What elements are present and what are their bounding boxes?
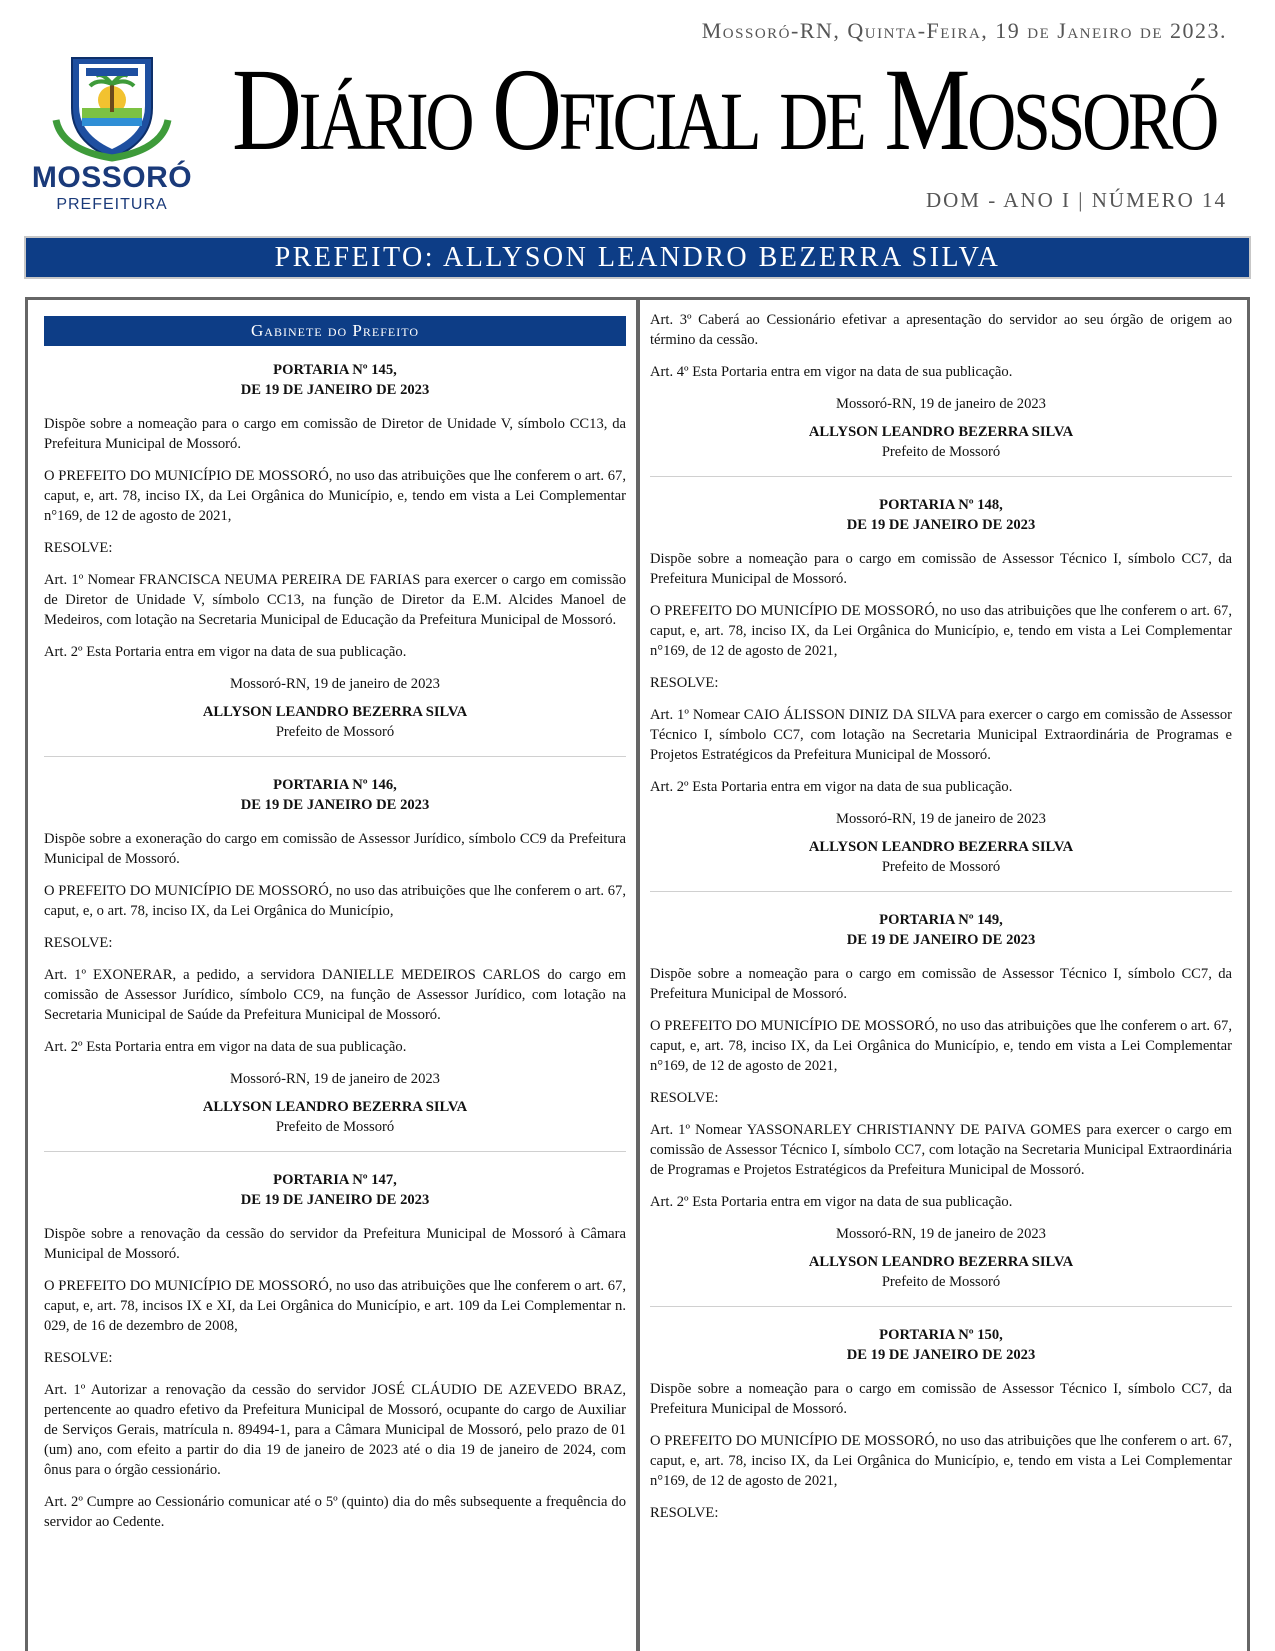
right-column [650,310,1232,1535]
signer-name: ALLYSON LEANDRO BEZERRA SILVA [808,424,1074,440]
article-1: Art. 1º Nomear CAIO ÁLISSON DINIZ DA SILVA para exercer o cargo em comissão de Assessor Técnico I, símbolo CC7, com lotação na Secretaria Municipal Extraordinária de Programas e Projetos Estratégicos da Prefeitura Municipal de Mossoró. [650,707,1232,763]
portaria-150 [650,1325,1232,1523]
resolve: RESOLVE: [650,1090,719,1106]
signer-role: Prefeito de Mossoró [275,1119,395,1135]
portaria-title [44,360,626,400]
preamble: O PREFEITO DO MUNICÍPIO DE MOSSORÓ, no uso das atribuições que lhe conferem o art. 67, caput, e, o art. 78, inciso IX, da Lei Orgânica do Município, [44,883,626,919]
resolve: RESOLVE: [44,540,113,556]
ementa: Dispõe sobre a nomeação para o cargo em comissão de Assessor Técnico I, símbolo CC7, da Prefeitura Municipal de Mossoró. [650,1381,1232,1417]
portaria-146 [44,775,626,1137]
masthead-title: Diário Oficial de Mossoró [232,44,1216,175]
coat-of-arms-icon [52,50,172,162]
portaria-number: PORTARIA Nº 145, [273,362,397,378]
portaria-title [44,1170,626,1210]
article-4: Art. 4º Esta Portaria entra em vigor na data de sua publicação. [650,364,1013,380]
place-date: Mossoró-RN, 19 de janeiro de 2023 [230,1071,440,1087]
portaria-date: DE 19 DE JANEIRO DE 2023 [846,517,1036,533]
portaria-title [650,1325,1232,1365]
prefeitura-logo [22,50,202,213]
page-header [0,0,1275,285]
portaria-date: DE 19 DE JANEIRO DE 2023 [846,1347,1036,1363]
portaria-date: DE 19 DE JANEIRO DE 2023 [240,382,430,398]
dateline: Mossoró-RN, Quinta-Feira, 19 de Janeiro de 2023. [701,18,1227,43]
portaria-date: DE 19 DE JANEIRO DE 2023 [240,797,430,813]
mayor-banner: PREFEITO: ALLYSON LEANDRO BEZERRA SILVA [24,236,1251,279]
article-2: Art. 2º Esta Portaria entra em vigor na data de sua publicação. [650,779,1013,795]
article-2: Art. 2º Esta Portaria entra em vigor na data de sua publicação. [44,644,407,660]
ementa: Dispõe sobre a nomeação para o cargo em comissão de Diretor de Unidade V, símbolo CC13, da Prefeitura Municipal de Mossoró. [44,416,626,452]
portaria-number: PORTARIA Nº 146, [273,777,397,793]
portaria-145 [44,360,626,742]
column-divider [636,300,640,1651]
article-1: Art. 1º Nomear FRANCISCA NEUMA PEREIRA DE FARIAS para exercer o cargo em comissão de Diretor de Unidade V, símbolo CC13, na função de Diretor da E.M. Alcides Manoel de Medeiros, com lotação na Secretaria Municipal de Educação da Prefeitura Municipal de Mossoró. [44,572,626,628]
article-2: Art. 2º Esta Portaria entra em vigor na data de sua publicação. [44,1039,407,1055]
article-1: Art. 1º Autorizar a renovação da cessão do servidor JOSÉ CLÁUDIO DE AZEVEDO BRAZ, pertencente ao quadro efetivo da Prefeitura Municipal de Mossoró, ocupante do cargo de Auxiliar de Serviços Gerais, matrícula n. 89494-1, para a Câmara Municipal de Mossoró, pelo prazo de 01 (um) ano, com efeito a partir do dia 19 de janeiro de 2023 até o dia 19 de janeiro de 2024, com ônus para o órgão cessionário. [44,1382,626,1478]
place-date: Mossoró-RN, 19 de janeiro de 2023 [836,396,1046,412]
portaria-title [650,495,1232,535]
portaria-149 [650,910,1232,1292]
preamble: O PREFEITO DO MUNICÍPIO DE MOSSORÓ, no uso das atribuições que lhe conferem o art. 67, caput, e, art. 78, inciso IX, da Lei Orgânica do Município, e, tendo em vista a Lei Complementar n°169, de 12 de agosto de 2021, [650,1433,1232,1489]
article-2: Art. 2º Cumpre ao Cessionário comunicar até o 5º (quinto) dia do mês subsequente a frequência do servidor ao Cedente. [44,1494,626,1530]
portaria-147-continued [650,310,1232,462]
article-3: Art. 3º Caberá ao Cessionário efetivar a apresentação do servidor ao seu órgão de origem ao término da cessão. [650,312,1232,348]
place-date: Mossoró-RN, 19 de janeiro de 2023 [230,676,440,692]
portaria-date: DE 19 DE JANEIRO DE 2023 [846,932,1036,948]
ementa: Dispõe sobre a renovação da cessão do servidor da Prefeitura Municipal de Mossoró à Câmara Municipal de Mossoró. [44,1226,626,1262]
preamble: O PREFEITO DO MUNICÍPIO DE MOSSORÓ, no uso das atribuições que lhe conferem o art. 67, caput, e, art. 78, inciso IX, da Lei Orgânica do Município, e, tendo em vista a Lei Complementar n°169, de 12 de agosto de 2021, [650,603,1232,659]
article-2: Art. 2º Esta Portaria entra em vigor na data de sua publicação. [650,1194,1013,1210]
ementa: Dispõe sobre a nomeação para o cargo em comissão de Assessor Técnico I, símbolo CC7, da Prefeitura Municipal de Mossoró. [650,966,1232,1002]
portaria-number: PORTARIA Nº 150, [879,1327,1003,1343]
article-1: Art. 1º EXONERAR, a pedido, a servidora DANIELLE MEDEIROS CARLOS do cargo em comissão de Assessor Jurídico, símbolo CC9, na função de Assessor Jurídico, com lotação na Secretaria Municipal de Saúde da Prefeitura Municipal de Mossoró. [44,967,626,1023]
preamble: O PREFEITO DO MUNICÍPIO DE MOSSORÓ, no uso das atribuições que lhe conferem o art. 67, caput, e, art. 78, inciso IX, da Lei Orgânica do Município, e, tendo em vista a Lei Complementar n°169, de 12 de agosto de 2021, [44,468,626,524]
portaria-147 [44,1170,626,1532]
signer-role: Prefeito de Mossoró [881,1274,1001,1290]
portaria-title [650,910,1232,950]
portaria-number: PORTARIA Nº 147, [273,1172,397,1188]
section-header: Gabinete do Prefeito [44,316,626,346]
signer-role: Prefeito de Mossoró [881,859,1001,875]
portaria-number: PORTARIA Nº 149, [879,912,1003,928]
separator [650,891,1232,892]
logo-sub-text: PREFEITURA [56,196,168,213]
signer-role: Prefeito de Mossoró [881,444,1001,460]
separator [650,1306,1232,1307]
edition-number: DOM - ANO I | NÚMERO 14 [925,188,1227,212]
portaria-date: DE 19 DE JANEIRO DE 2023 [240,1192,430,1208]
portaria-number: PORTARIA Nº 148, [879,497,1003,513]
signer-name: ALLYSON LEANDRO BEZERRA SILVA [808,1254,1074,1270]
signer-name: ALLYSON LEANDRO BEZERRA SILVA [808,839,1074,855]
signer-role: Prefeito de Mossoró [275,724,395,740]
left-column [44,300,626,1544]
signer-name: ALLYSON LEANDRO BEZERRA SILVA [202,1099,468,1115]
separator [44,1151,626,1152]
preamble: O PREFEITO DO MUNICÍPIO DE MOSSORÓ, no uso das atribuições que lhe conferem o art. 67, caput, e, art. 78, inciso IX, da Lei Orgânica do Município, e, tendo em vista a Lei Complementar n°169, de 12 de agosto de 2021, [650,1018,1232,1074]
resolve: RESOLVE: [44,1350,113,1366]
preamble: O PREFEITO DO MUNICÍPIO DE MOSSORÓ, no uso das atribuições que lhe conferem o art. 67, caput, e, art. 78, incisos IX e XI, da Lei Orgânica do Município, e art. 109 da Lei Complementar n. 029, de 16 de dezembro de 2008, [44,1278,626,1334]
resolve: RESOLVE: [650,1505,719,1521]
separator [650,476,1232,477]
portaria-title [44,775,626,815]
resolve: RESOLVE: [44,935,113,951]
resolve: RESOLVE: [650,675,719,691]
ementa: Dispõe sobre a exoneração do cargo em comissão de Assessor Jurídico, símbolo CC9 da Prefeitura Municipal de Mossoró. [44,831,626,867]
place-date: Mossoró-RN, 19 de janeiro de 2023 [836,811,1046,827]
logo-brand-text: MOSSORÓ [31,161,193,194]
ementa: Dispõe sobre a nomeação para o cargo em comissão de Assessor Técnico I, símbolo CC7, da Prefeitura Municipal de Mossoró. [650,551,1232,587]
article-1: Art. 1º Nomear YASSONARLEY CHRISTIANNY DE PAIVA GOMES para exercer o cargo em comissão de Assessor Técnico I, símbolo CC7, com lotação na Secretaria Municipal Extraordinária de Programas e Projetos Estratégicos da Prefeitura Municipal de Mossoró. [650,1122,1232,1178]
place-date: Mossoró-RN, 19 de janeiro de 2023 [836,1226,1046,1242]
signer-name: ALLYSON LEANDRO BEZERRA SILVA [202,704,468,720]
separator [44,756,626,757]
portaria-148 [650,495,1232,877]
